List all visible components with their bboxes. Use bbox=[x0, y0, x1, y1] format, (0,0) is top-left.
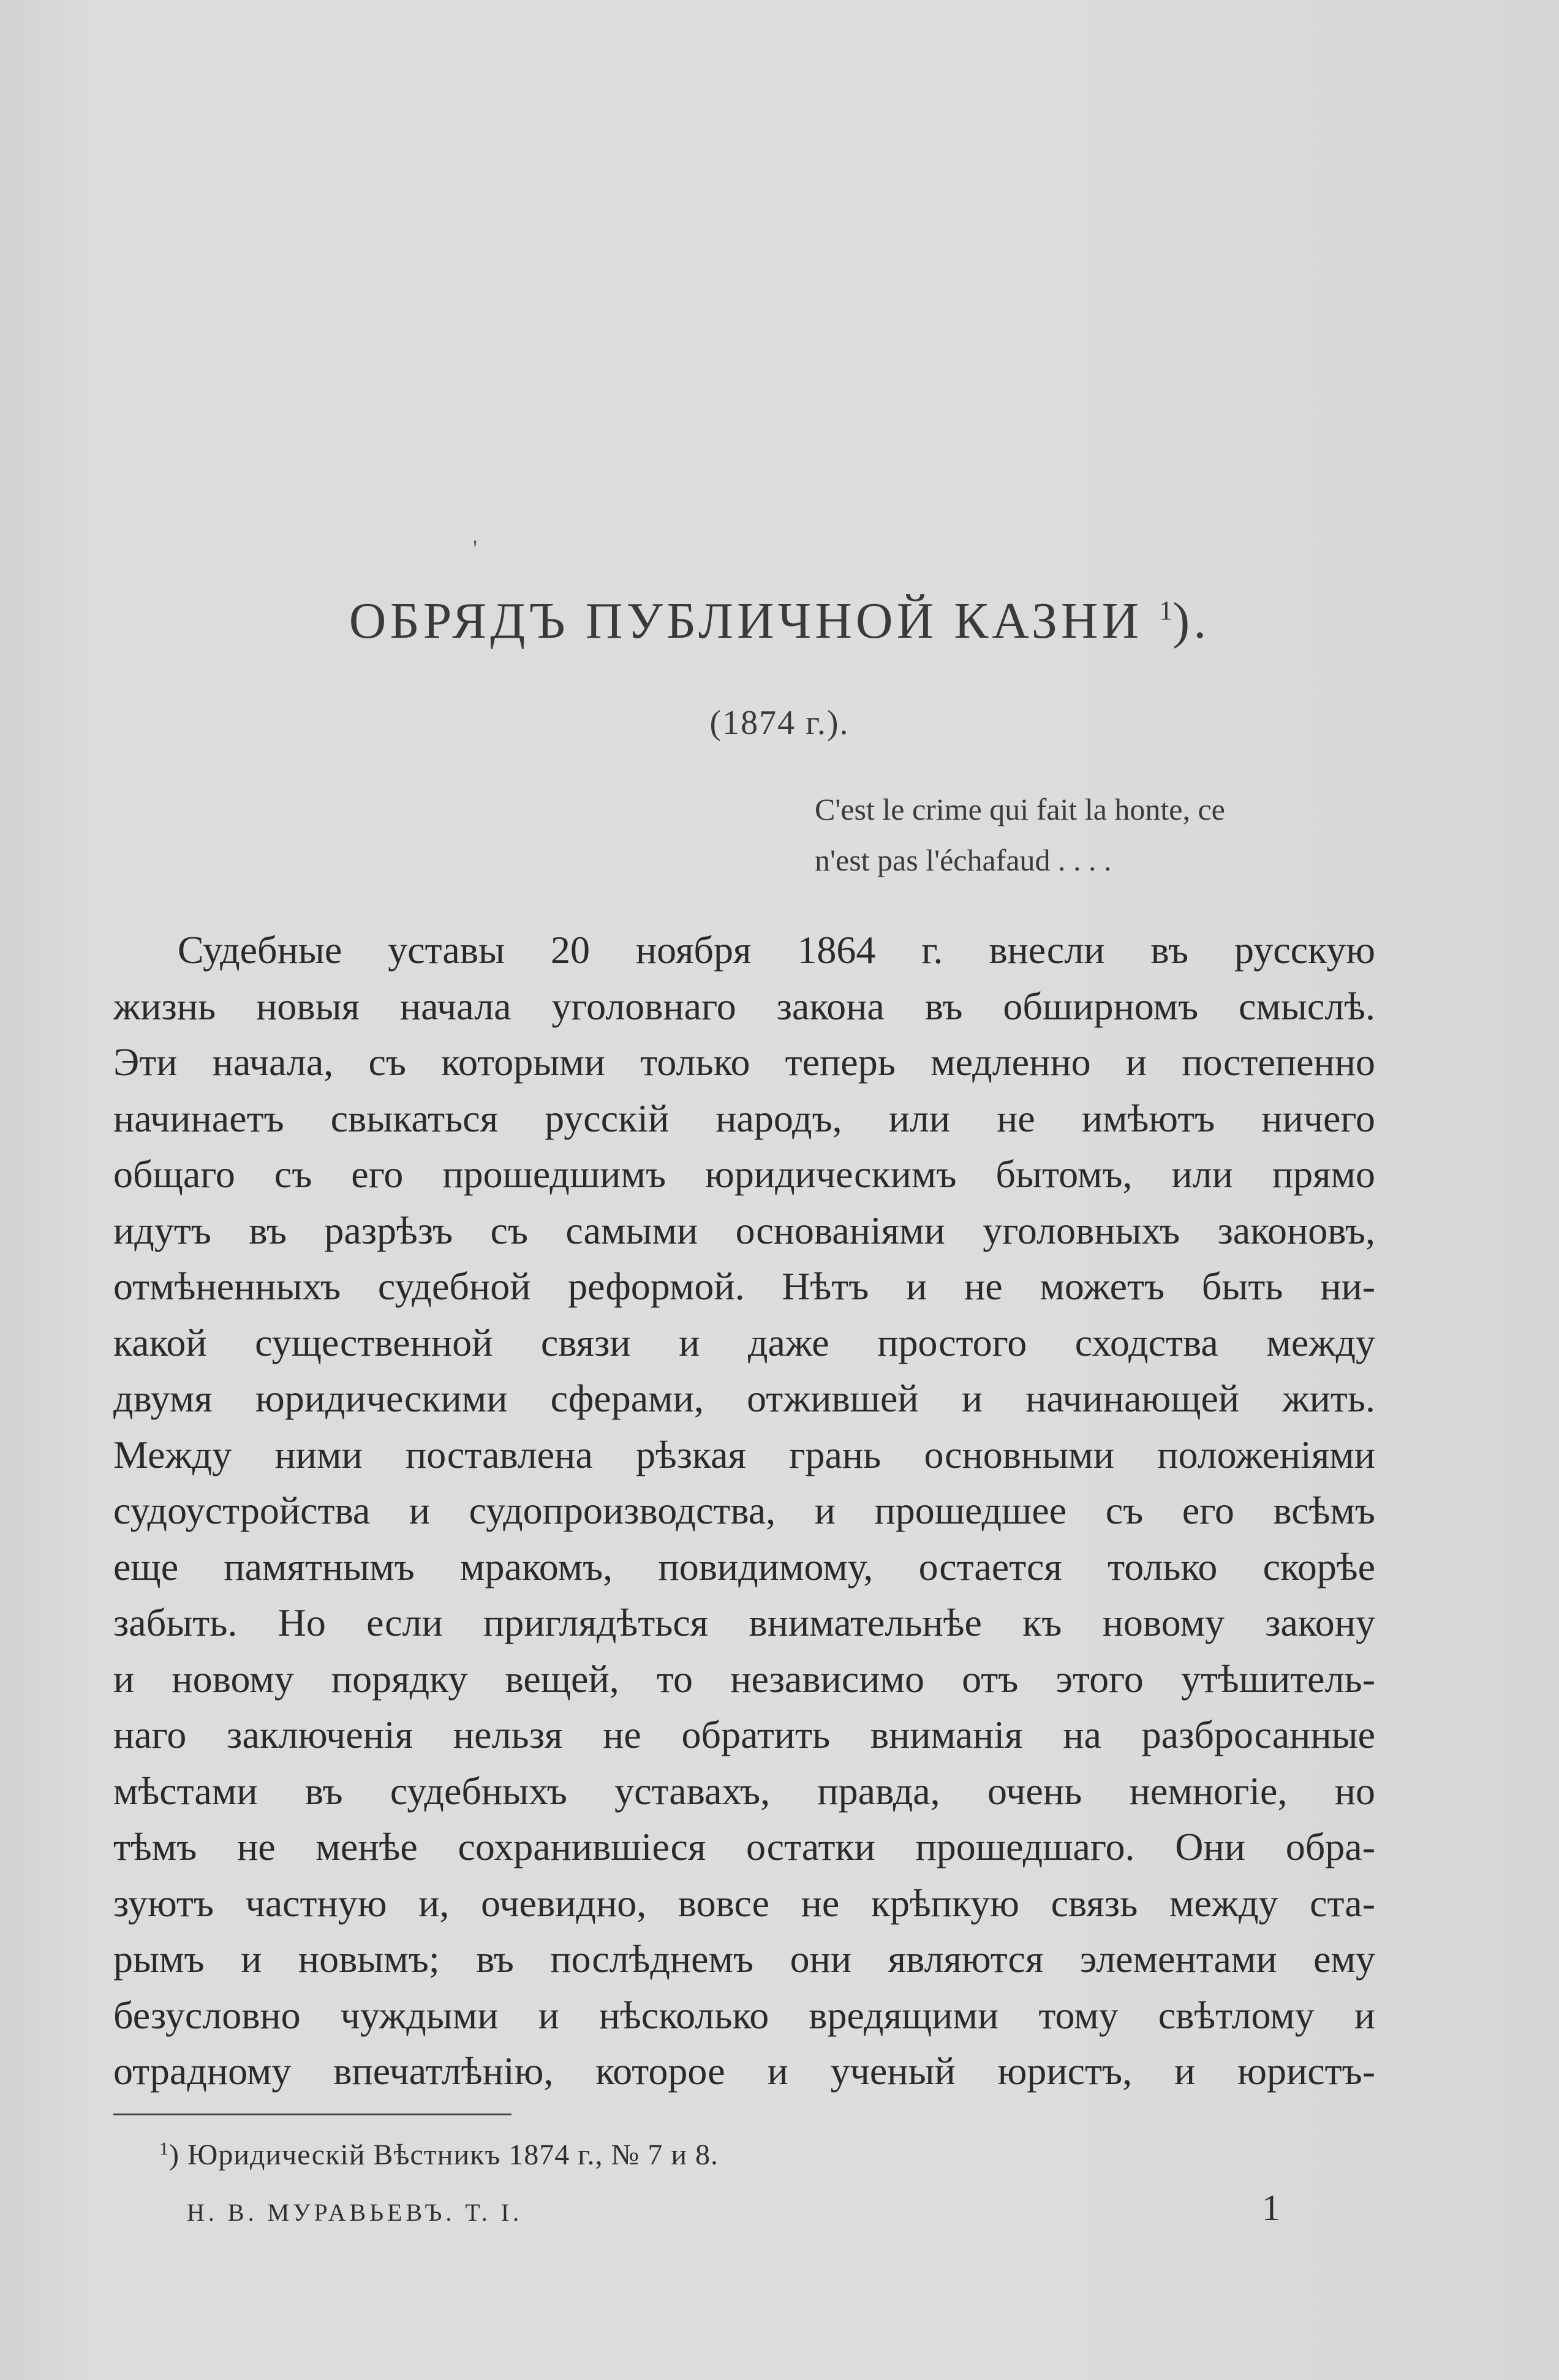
body-line: начинаетъ свыкаться русскій народъ, или не имѣютъ ничего bbox=[113, 1096, 1375, 1140]
epigraph-line-1: C'est le crime qui fait la honte, ce bbox=[815, 792, 1225, 826]
body-line: Между ними поставлена рѣзкая грань основными положеніями bbox=[113, 1432, 1375, 1476]
footnote-divider bbox=[113, 2114, 511, 2115]
footnote-text: ) Юридическій Вѣстникъ 1874 г., № 7 и 8. bbox=[169, 2139, 719, 2171]
body-line: отрадному впечатлѣнію, которое и ученый юристъ, и юристъ- bbox=[113, 2049, 1375, 2093]
body-line: зуютъ частную и, очевидно, вовсе не крѣпкую связь между ста- bbox=[113, 1881, 1375, 1925]
body-line: безусловно чуждыми и нѣсколько вредящими тому свѣтлому и bbox=[113, 1993, 1375, 2037]
body-line: рымъ и новымъ; въ послѣднемъ они являются элементами ему bbox=[113, 1937, 1375, 1981]
body-text bbox=[113, 922, 1375, 2099]
footnote-marker: 1 bbox=[159, 2139, 169, 2159]
stray-mark: ' bbox=[473, 535, 478, 562]
epigraph bbox=[815, 784, 1378, 886]
chapter-title bbox=[0, 591, 1559, 651]
body-line: судоустройства и судопроизводства, и прошедшее съ его всѣмъ bbox=[113, 1489, 1375, 1532]
body-line: двумя юридическими сферами, отжившей и начинающей жить. bbox=[113, 1377, 1375, 1420]
body-line: мѣстами въ судебныхъ уставахъ, правда, очень немногіе, но bbox=[113, 1769, 1375, 1813]
chapter-year: (1874 г.). bbox=[709, 704, 850, 742]
epigraph-line-2: n'est pas l'échafaud . . . . bbox=[815, 843, 1112, 877]
body-line: забыть. Но если приглядѣться внимательнѣе къ новому закону bbox=[113, 1601, 1375, 1644]
body-line: отмѣненныхъ судебной реформой. Нѣтъ и не можетъ быть ни- bbox=[113, 1264, 1375, 1308]
body-line: тѣмъ не менѣе сохранившіеся остатки прошедшаго. Они обра- bbox=[113, 1825, 1375, 1868]
body-line: жизнь новыя начала уголовнаго закона въ обширномъ смыслѣ. bbox=[113, 984, 1375, 1028]
body-line: общаго съ его прошедшимъ юридическимъ бытомъ, или прямо bbox=[113, 1152, 1375, 1196]
body-line: Эти начала, съ которыми только теперь медленно и постепенно bbox=[113, 1040, 1375, 1084]
body-line: какой существенной связи и даже простого сходства между bbox=[113, 1320, 1375, 1364]
signature-line: Н. В. МУРАВЬЕВЪ. Т. I. bbox=[187, 2199, 523, 2226]
title-footnote-ref: 1 bbox=[1159, 595, 1173, 625]
body-line: и новому порядку вещей, то независимо отъ этого утѣшитель- bbox=[113, 1657, 1375, 1701]
body-line: Судебные уставы 20 ноября 1864 г. внесли въ русскую bbox=[178, 928, 1375, 972]
body-line: идутъ въ разрѣзъ съ самыми основаніями уголовныхъ законовъ, bbox=[113, 1208, 1375, 1252]
body-line: еще памятнымъ мракомъ, повидимому, остается только скорѣе bbox=[113, 1544, 1375, 1589]
body-line: наго заключенія нельзя не обратить вниманія на разбросанные bbox=[113, 1713, 1375, 1756]
title-end: ). bbox=[1172, 592, 1210, 649]
page-number: 1 bbox=[1262, 2188, 1280, 2228]
footnote bbox=[159, 2138, 719, 2172]
chapter-title-text: ОБРЯДЪ ПУБЛИЧНОЙ КАЗНИ bbox=[349, 592, 1143, 649]
